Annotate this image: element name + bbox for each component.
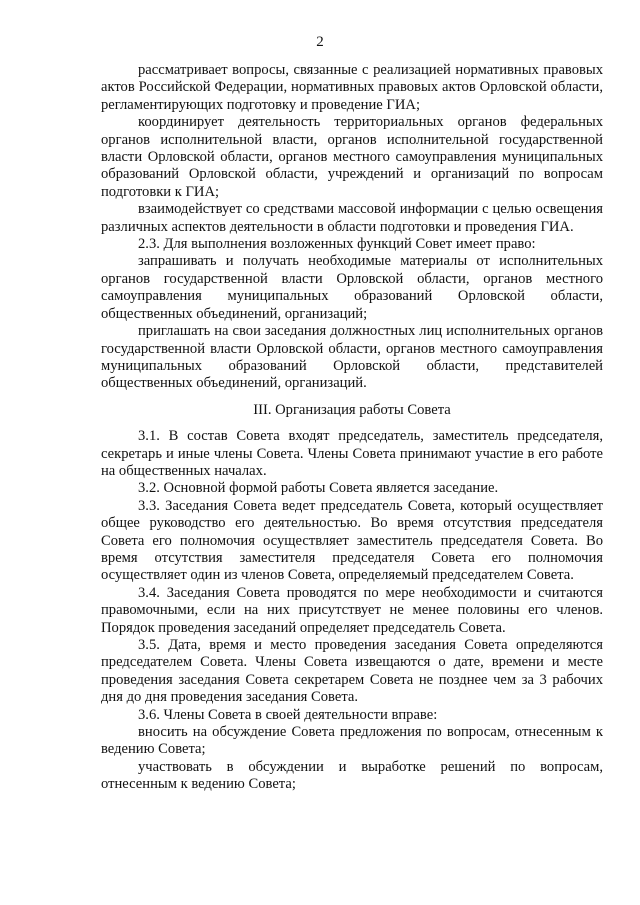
paragraph: участвовать в обсуждении и выработке решений по вопросам, отнесенным к ведению Совета; bbox=[101, 758, 603, 793]
paragraph: запрашивать и получать необходимые материалы от исполнительных органов государственной власти Орловской области, органов местного самоуправления муниципальных образований Орловской области, общественных объединений, организаций; bbox=[101, 253, 603, 322]
paragraph: 3.5. Дата, время и место проведения заседания Совета определяются председателем Совета. Члены Совета извещаются о дате, времени и месте проведения заседания Совета секретарем Совета не позднее чем за 3 рабочих дня до дня проведения заседания Совета. bbox=[101, 637, 603, 706]
paragraph: рассматривает вопросы, связанные с реализацией нормативных правовых актов Российской Федерации, нормативных правовых актов Орловской области, регламентирующих подготовку и проведение ГИА; bbox=[101, 62, 603, 113]
paragraph: 3.4. Заседания Совета проводятся по мере необходимости и считаются правомочными, если на них присутствует не менее половины его членов. Порядок проведения заседаний определяет председатель Совета. bbox=[101, 584, 603, 636]
paragraph: 2.3. Для выполнения возложенных функций Совет имеет право: bbox=[138, 236, 536, 253]
paragraph: взаимодействует со средствами массовой информации с целью освещения различных аспектов деятельности в области подготовки и проведения ГИА. bbox=[101, 201, 603, 235]
paragraph: 3.2. Основной формой работы Совета является заседание. bbox=[138, 480, 499, 497]
paragraph: вносить на обсуждение Совета предложения по вопросам, отнесенным к ведению Совета; bbox=[101, 724, 603, 758]
document-body bbox=[101, 62, 603, 794]
paragraph: приглашать на свои заседания должностных лиц исполнительных органов государственной власти Орловской области, органов местного самоуправления муниципальных образований Орловской области, представителей общественных объединений, организаций. bbox=[101, 323, 603, 392]
paragraph: 3.3. Заседания Совета ведет председатель Совета, который осуществляет общее руководство его деятельностью. Во время отсутствия председателя Совета его полномочия осуществляет заместитель председателя Совета. Во время отсутствия заместителя председателя Совета его полномочия осуществляет один из членов Совета, определяемый председателем Совета. bbox=[101, 497, 603, 584]
section-heading: III. Организация работы Совета bbox=[253, 401, 451, 418]
page-number: 2 bbox=[316, 34, 324, 50]
paragraph: координирует деятельность территориальных органов федеральных органов исполнительной власти, органов исполнительной государственной власти Орловской области, органов местного самоуправления муниципальных образований Орловской области, учреждений и организаций по вопросам подготовки к ГИА; bbox=[101, 114, 603, 200]
paragraph: 3.1. В состав Совета входят председатель, заместитель председателя, секретарь и иные члены Совета. Члены Совета принимают участие в его работе на общественных началах. bbox=[101, 428, 603, 479]
paragraph: 3.6. Члены Совета в своей деятельности вправе: bbox=[138, 706, 438, 723]
